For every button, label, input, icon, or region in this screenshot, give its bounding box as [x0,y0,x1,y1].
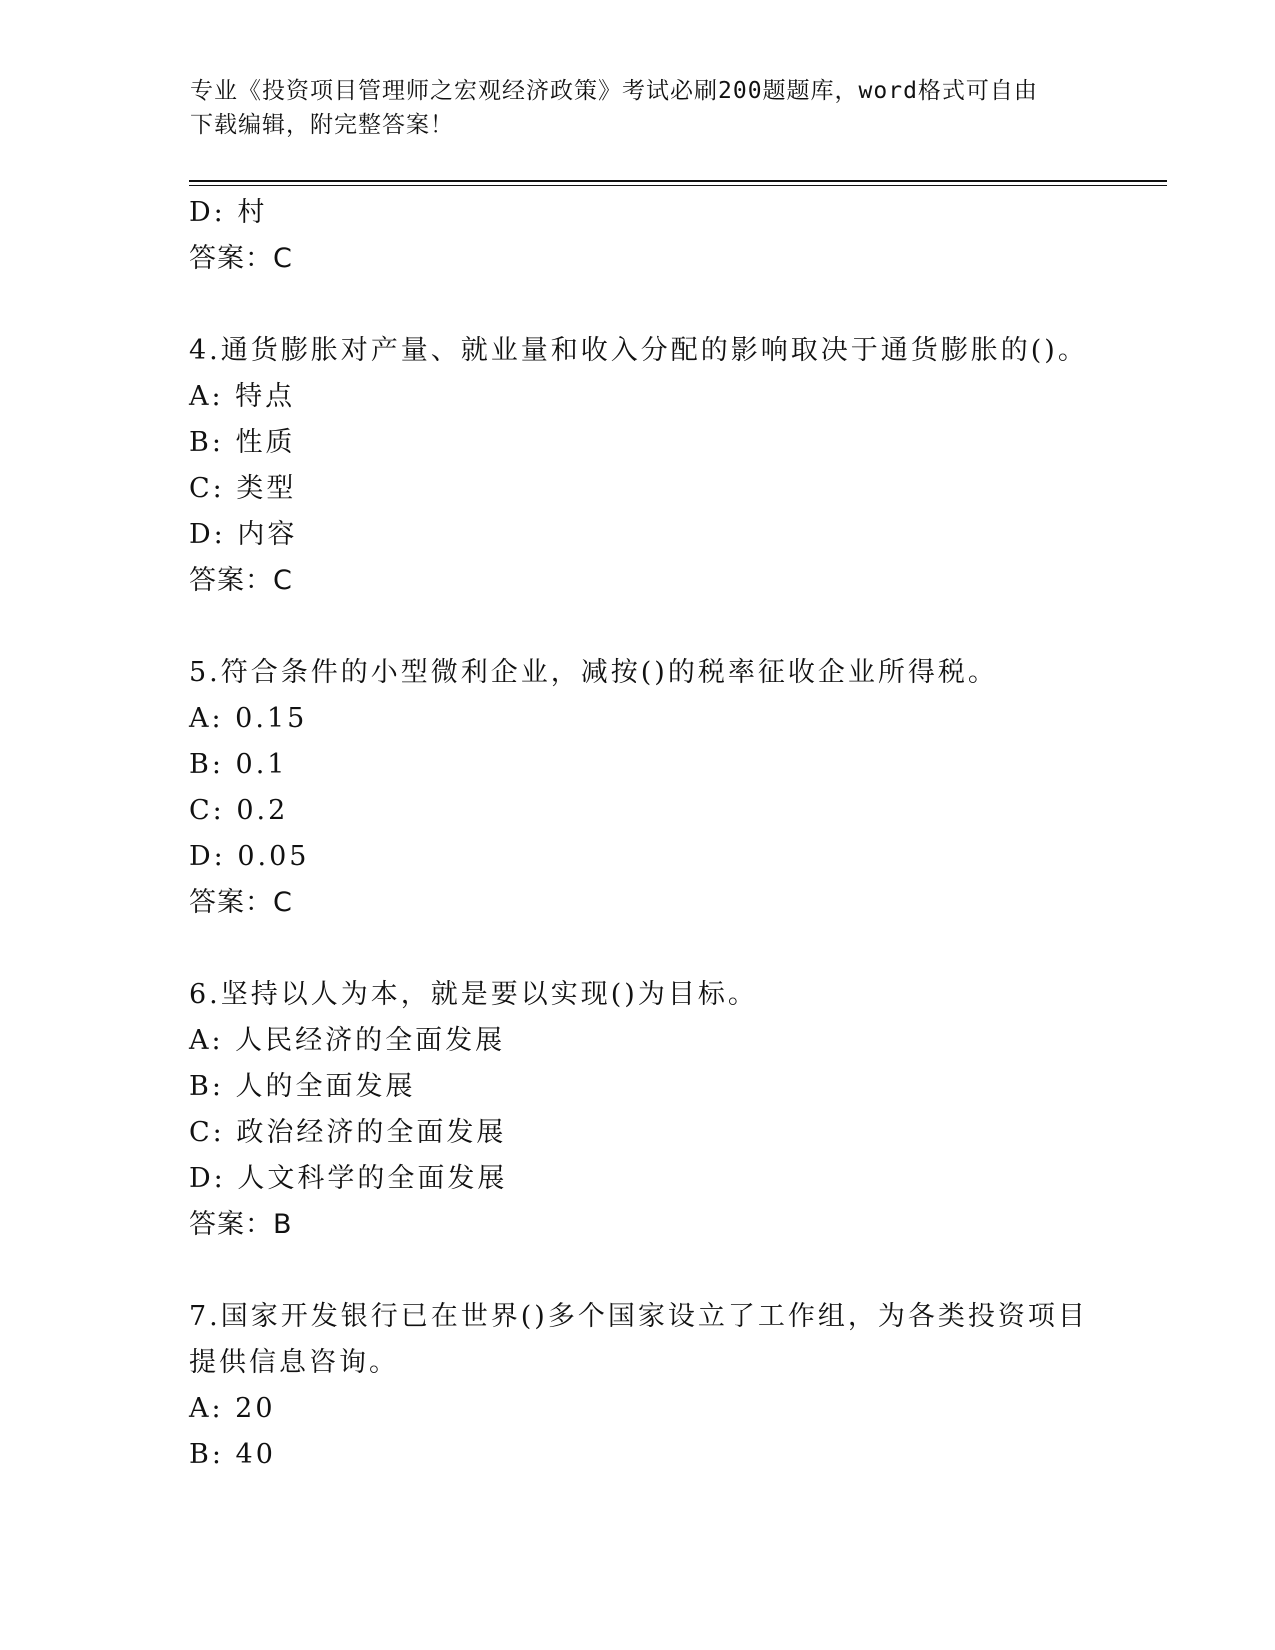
option-b: B: 性质 [189,427,296,458]
option-a: A: 0.15 [189,703,308,734]
option-c: C: 政治经济的全面发展 [189,1117,507,1148]
header-line-2: 下载编辑，附完整答案！ [190,112,454,138]
question-6 [189,972,1089,1248]
question-stem: 4.通货膨胀对产量、就业量和收入分配的影响取决于通货膨胀的()。 [189,335,1088,366]
option-a: A: 人民经济的全面发展 [189,1025,506,1056]
question-list [189,190,1089,1478]
question-3-tail [189,190,1089,282]
question-stem-line-2: 提供信息咨询。 [189,1347,399,1378]
header-rule-thin [189,185,1167,186]
question-stem: 6.坚持以人为本，就是要以实现()为目标。 [189,979,758,1010]
answer: 答案：B [189,1209,293,1240]
header-rule-thick [189,180,1167,182]
option-d: D: 0.05 [189,841,310,872]
option-d: D: 人文科学的全面发展 [189,1163,508,1194]
option-b: B: 人的全面发展 [189,1071,416,1102]
header-line-1: 专业《投资项目管理师之宏观经济政策》考试必刷200题题库，word格式可自由 [190,78,1038,104]
option-a: A: 20 [189,1393,276,1424]
option-a: A: 特点 [189,381,296,412]
option-d: D: 内容 [189,519,298,550]
question-stem: 5.符合条件的小型微利企业，减按()的税率征收企业所得税。 [189,657,998,688]
question-7 [189,1294,1089,1478]
option-b: B: 0.1 [189,749,288,780]
question-5 [189,650,1089,926]
question-4 [189,328,1089,604]
option-c: C: 0.2 [189,795,289,826]
option-c: C: 类型 [189,473,297,504]
question-stem-line-1: 7.国家开发银行已在世界()多个国家设立了工作组，为各类投资项目 [189,1301,1088,1332]
option-d: D: 村 [189,197,268,228]
answer: 答案：C [189,243,293,274]
document-header [190,74,1090,142]
answer: 答案：C [189,887,293,918]
answer: 答案：C [189,565,293,596]
option-b: B: 40 [189,1439,276,1470]
